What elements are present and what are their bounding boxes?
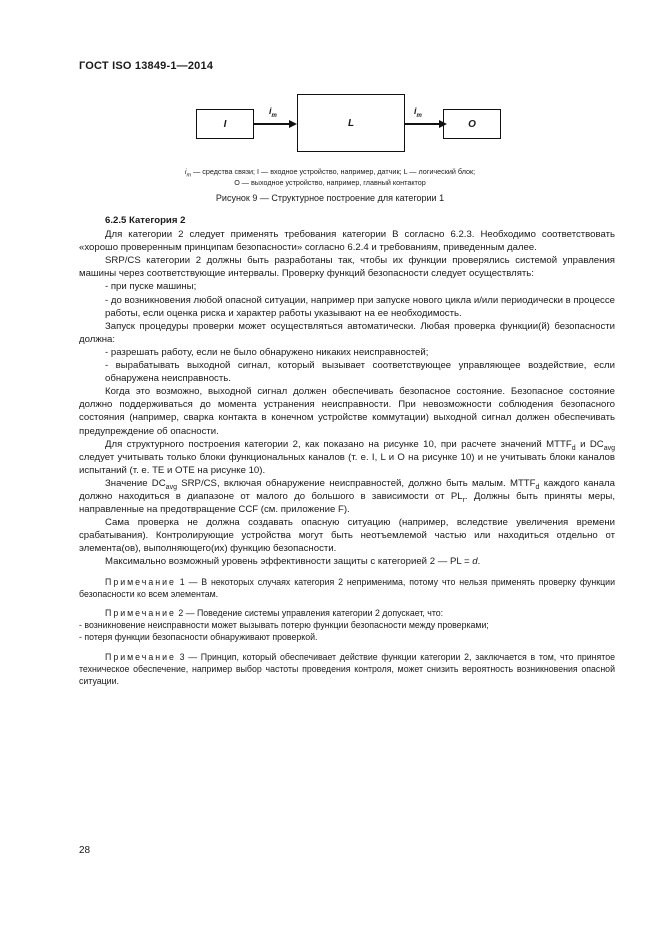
standard-header: ГОСТ ISO 13849-1—2014 <box>79 60 214 72</box>
input-box <box>196 109 254 139</box>
arrow-logic-output <box>405 123 441 125</box>
figure-caption: Рисунок 9 — Структурное построение для категории 1 <box>215 193 445 203</box>
paragraph: Сама проверка не должна создавать опасную ситуацию (например, вследствие увеличения времени срабатывания). Контролирующие устройства могут быть неотъемлемой частью или находиться отдельно от элемента(ов), выполняющего(их) функцию безопасности. <box>79 517 615 555</box>
section-body <box>79 214 615 687</box>
list-item: - разрешать работу, если не было обнаружено никаких неисправностей; <box>105 346 429 358</box>
list-item: - вырабатывать выходной сигнал, который вызывает соответствующее управляющее воздействие, если обнаружена неисправность. <box>105 360 615 385</box>
arrow-label-2: $i_m$ <box>414 106 422 119</box>
output-box-label: O <box>468 118 476 130</box>
logic-box <box>297 94 405 152</box>
page-number: 28 <box>79 845 91 856</box>
arrow-input-logic <box>254 123 290 125</box>
figure-legend-line2: O — выходное устройство, например, главный контактор <box>234 178 426 187</box>
paragraph: Когда это возможно, выходной сигнал должен обеспечивать безопасное состояние. Безопасное состояние должно поддерживаться до момента устранения неисправности. При невозможности соблюдения безопасного состояния (например, сварка контакта в конечном устройстве коммутации) выходной сигнал должен обеспечивать предупреждение об опасности. <box>79 386 615 437</box>
structure-diagram <box>190 92 490 162</box>
note-3: Примечание 3 — Принцип, который обеспечивает действие функции категории 2, заключается в том, что принятое техническое обеспечение, например выбор частоты проведения контроля, может снизить вероятность возникновения опасной ситуации. <box>79 651 615 686</box>
paragraph-dc: Значение $DC_{avg}$ SRP/CS, включая обнаружение неисправностей, должно быть малым. $MTTF_d$ каждого канала должно находиться в диапазоне от малого до большого в зависимости от $PL_r$. Должны быть приняты меры, направленные на предотвращение CCF (см. приложение F). <box>79 477 615 516</box>
list-item: - при пуске машины; <box>105 281 197 293</box>
note-2-item: - потеря функции безопасности обнаруживают проверкой. <box>79 632 318 643</box>
paragraph: SRP/CS категории 2 должны быть разработаны так, чтобы их функции проверялись системой управления машины через соответствующие интервалы. Проверку функций безопасности следует осуществлять: <box>79 255 615 280</box>
list-item: - до возникновения любой опасной ситуации, например при запуске нового цикла и/или периодически в процессе работы, если оценка риска и характер работы указывают на ее необходимость. <box>105 294 615 319</box>
note-1: Примечание 1 — В некоторых случаях категория 2 неприменима, потому что нельзя применять проверку функции безопасности ко всем элементам. <box>79 576 615 599</box>
note-2: Примечание 2 — Поведение системы управления категории 2 допускает, что: <box>105 607 444 618</box>
paragraph: Для категории 2 следует применять требования категории B согласно 6.2.3. Необходимо соответствовать «хорошо проверенным принципам безопасности» согласно 6.2.4 и требованиям, приведенным далее. <box>79 229 615 254</box>
figure-legend-line1: $i_m$ — средства связи; I — входное устройство, например, датчик; L — логический блок; <box>184 167 476 179</box>
logic-box-label: L <box>347 117 355 129</box>
paragraph-pl: Максимально возможный уровень эффективности защиты с категорией 2 — PL = d. <box>105 556 481 568</box>
paragraph-mttf: Для структурного построения категории 2, как показано на рисунке 10, при расчете значений $MTTF_d$ и $DC_{avg}$ следует учитывать только блоки функциональных каналов (т. е. I, L и O на рисунке 10) и не учитывать блоки каналов испытаний (т. е. TE и OTE на рисунке 10). <box>79 438 616 476</box>
input-box-label: I <box>223 118 227 130</box>
note-2-item: - возникновение неисправности может вызывать потерю функции безопасности между проверками; <box>79 620 489 631</box>
legend-im-symbol: $i_m$ <box>184 167 192 179</box>
paragraph: Запуск процедуры проверки может осуществляться автоматически. Любая проверка функции(й) безопасности должна: <box>79 320 615 345</box>
output-box <box>443 109 501 139</box>
section-heading: 6.2.5 Категория 2 <box>105 215 186 226</box>
arrowhead-icon <box>289 120 297 128</box>
arrow-label-1: $i_m$ <box>269 106 277 119</box>
